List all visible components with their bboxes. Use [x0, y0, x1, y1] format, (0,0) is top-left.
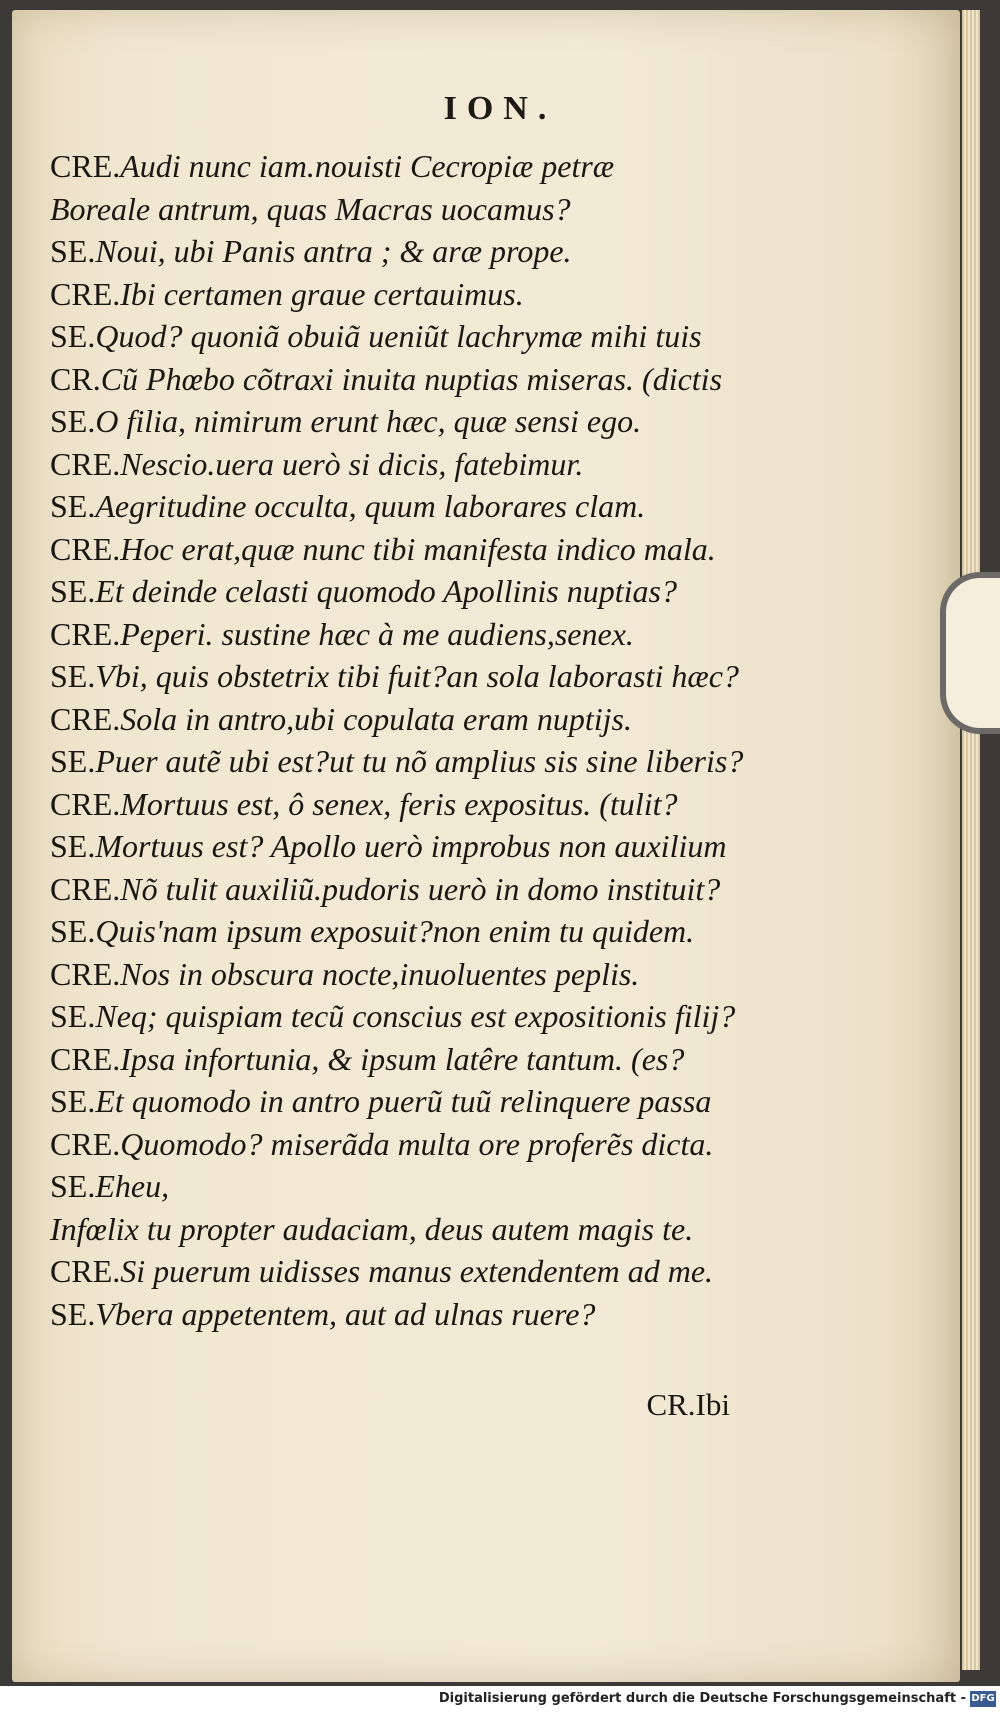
- footer-credit-text: Digitalisierung gefördert durch die Deutsche Forschungsgemeinschaft -: [438, 1691, 966, 1706]
- speaker-label: CRE.: [50, 530, 121, 567]
- dialogue-line: [50, 953, 950, 996]
- line-text: Ipsa infortunia, & ipsum latêre tantum. (es?: [120, 1040, 685, 1077]
- dialogue-text: [50, 145, 950, 1335]
- line-text: Eheu,: [95, 1168, 170, 1204]
- dialogue-line: [50, 315, 950, 358]
- line-text: Peperi. sustine hæc à me audiens,senex.: [120, 615, 634, 652]
- catchword: CR.Ibi: [646, 1387, 730, 1422]
- dialogue-line: [50, 910, 950, 953]
- speaker-label: CRE.: [50, 700, 121, 737]
- speaker-label: CRE.: [50, 870, 121, 907]
- dialogue-line: [50, 570, 950, 613]
- speaker-label: CRE.: [50, 955, 121, 992]
- dialogue-line: [50, 1165, 950, 1208]
- speaker-label: CRE.: [50, 785, 121, 822]
- dialogue-line: [50, 1123, 950, 1166]
- speaker-label: SE.: [50, 488, 96, 524]
- speaker-label: CRE.: [50, 148, 121, 184]
- dialogue-line: [50, 443, 950, 486]
- line-text: Boreale antrum, quas Macras uocamus?: [50, 190, 571, 227]
- speaker-label: CRE.: [50, 1253, 121, 1289]
- speaker-label: SE.: [50, 1295, 96, 1332]
- dialogue-line: [50, 145, 950, 188]
- dfg-logo: DFG: [970, 1691, 996, 1707]
- speaker-label: SE.: [50, 573, 96, 609]
- speaker-label: SE.: [50, 658, 96, 694]
- line-text: Mortuus est? Apollo uerò improbus non auxilium: [95, 828, 727, 864]
- dialogue-line: [50, 1080, 950, 1123]
- running-head: ION.: [443, 90, 557, 127]
- speaker-label: SE.: [50, 828, 96, 864]
- speaker-label: SE.: [50, 743, 96, 779]
- line-text: Audi nunc iam.nouisti Cecropiæ petræ: [120, 148, 615, 184]
- speaker-label: SE.: [50, 998, 96, 1034]
- line-text: Quis'nam ipsum exposuit?non enim tu quidem.: [95, 913, 695, 949]
- dialogue-line: [50, 995, 950, 1038]
- line-text: Et quomodo in antro puerũ tuũ relinquere passa: [95, 1083, 712, 1119]
- line-text: Infœlix tu propter audaciam, deus autem magis te.: [50, 1210, 694, 1247]
- dialogue-line: [50, 485, 950, 528]
- dialogue-line: [50, 188, 950, 231]
- speaker-label: SE.: [50, 233, 96, 269]
- line-text: Nõ tulit auxiliũ.pudoris uerò in domo instituit?: [120, 870, 721, 907]
- line-text: Si puerum uidisses manus extendentem ad me.: [120, 1253, 714, 1289]
- footer-credit: [0, 1686, 1000, 1712]
- speaker-label: CR.: [50, 360, 101, 397]
- dialogue-line: [50, 783, 950, 826]
- dialogue-line: [50, 1250, 950, 1293]
- line-text: Cũ Phœbo cõtraxi inuita nuptias miseras. (dictis: [100, 360, 723, 397]
- line-text: Quomodo? miserãda multa ore proferẽs dicta.: [120, 1125, 714, 1162]
- dialogue-line: [50, 1038, 950, 1081]
- line-text: Sola in antro,ubi copulata eram nuptijs.: [120, 700, 632, 737]
- dialogue-line: [50, 273, 950, 316]
- dialogue-line: [50, 1208, 950, 1251]
- line-text: Hoc erat,quæ nunc tibi manifesta indico mala.: [120, 530, 716, 567]
- line-text: Ibi certamen graue certauimus.: [120, 275, 524, 312]
- dialogue-line: [50, 655, 950, 698]
- speaker-label: SE.: [50, 403, 96, 439]
- dialogue-line: [50, 528, 950, 571]
- speaker-label: CRE.: [50, 1125, 121, 1162]
- speaker-label: CRE.: [50, 275, 121, 312]
- page-edges: [962, 10, 980, 1670]
- line-text: Aegritudine occulta, quum laborares clam.: [95, 488, 646, 524]
- speaker-label: SE.: [50, 1083, 96, 1119]
- dialogue-line: [50, 698, 950, 741]
- speaker-label: SE.: [50, 1168, 96, 1204]
- line-text: Mortuus est, ô senex, feris expositus. (tulit?: [120, 785, 678, 822]
- dialogue-line: [50, 740, 950, 783]
- line-text: Vbera appetentem, aut ad ulnas ruere?: [95, 1295, 596, 1332]
- line-text: Puer autẽ ubi est?ut tu nõ amplius sis sine liberis?: [95, 743, 744, 779]
- speaker-label: CRE.: [50, 1040, 121, 1077]
- line-text: Quod? quoniã obuiã ueniũt lachrymæ mihi tuis: [95, 318, 702, 354]
- speaker-label: CRE.: [50, 445, 121, 482]
- dialogue-line: [50, 1293, 950, 1336]
- speaker-label: SE.: [50, 318, 96, 354]
- dialogue-line: [50, 358, 950, 401]
- line-text: Et deinde celasti quomodo Apollinis nuptias?: [95, 573, 677, 609]
- line-text: Noui, ubi Panis antra ; & aræ prope.: [95, 233, 572, 269]
- line-text: Neq; quispiam tecũ conscius est expositionis filij?: [95, 998, 736, 1034]
- dialogue-line: [50, 230, 950, 273]
- dialogue-line: [50, 613, 950, 656]
- dialogue-line: [50, 868, 950, 911]
- line-text: Nos in obscura nocte,inuoluentes peplis.: [120, 955, 640, 992]
- speaker-label: SE.: [50, 913, 96, 949]
- speaker-label: CRE.: [50, 615, 121, 652]
- line-text: Vbi, quis obstetrix tibi fuit?an sola laborasti hæc?: [95, 658, 739, 694]
- dialogue-line: [50, 825, 950, 868]
- line-text: Nescio.uera uerò si dicis, fatebimur.: [120, 445, 584, 482]
- line-text: O filia, nimirum erunt hæc, quæ sensi ego.: [95, 403, 642, 439]
- dialogue-line: [50, 400, 950, 443]
